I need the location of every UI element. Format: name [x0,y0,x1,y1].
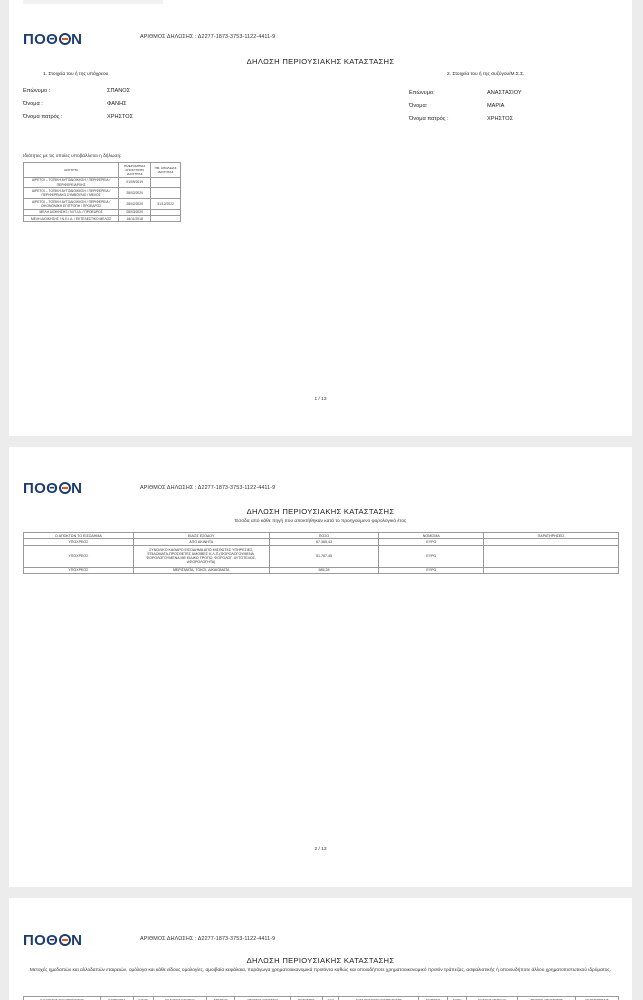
table-cell: ΕΥΡΩ [379,567,484,573]
income-table [23,532,619,574]
declaration-number: ΑΡΙΘΜΟΣ ΔΗΛΩΣΗΣ : Δ2277-1873-3753-1122-4411-9 [140,34,276,40]
table-row [24,177,181,188]
column-header: Ο ΑΠΟΚΤΩΝ ΤΟ ΕΙΣΟΔΗΜΑ [24,533,134,539]
field-label: Επώνυμο : [23,88,51,94]
field-value: ΜΑΡΙΑ [487,103,505,109]
table-header-row [24,997,619,1000]
table-cell: ΜΕΛΗ ΔΙΟΙΚΗΣΗΣ / Ν.Π.Ι.Δ. / ΕΚΤΕΛΕΣΤΙΚΟ ΜΕΛΟΣ [24,215,119,221]
table-cell: 28/02/2020 [119,198,151,209]
table-row [24,198,181,209]
table-cell: ΥΠΟΧΡΕΟΣ [24,545,134,567]
table-cell: ΑΠΟ ΑΚΙΝΗΤΑ [133,539,269,545]
page-number: 2 / 13 [314,847,327,852]
declaration-number: ΑΡΙΘΜΟΣ ΔΗΛΩΣΗΣ : Δ2277-1873-3753-1122-4411-9 [140,485,276,491]
column-header: ΠΑΡΑΤΗΡΗΣΕΙΣ [576,997,619,1000]
field-label: Όνομα: [409,103,428,109]
document-page-2 [9,447,632,887]
field-value: ΑΝΑΣΤΑΣΙΟΥ [487,90,522,96]
properties-table [23,162,181,222]
table-header-row [24,163,181,178]
column-header: Ο ΚΑΤΟΧΟΣ ΤΟΥ ΠΡΟΪΟΝΤΟΣ [24,997,101,1000]
table-cell: ΑΙΡΕΤΟΙ – ΤΟΠΙΚΗ ΑΥΤΟΔΙΟΙΚΗΣΗ / ΠΕΡΙΦΕΡΕΙΑ / ΠΕΡΙΦΕΡΕΙΑΡΧΗΣ [24,177,119,188]
table-cell [151,215,181,221]
pothen-logo: ΠΟΘ Ν [23,480,83,497]
table-cell: 585,28 [269,567,379,573]
table-row [24,215,181,221]
table-cell: 51.787,45 [269,545,379,567]
field-value: ΧΡΗΣΤΟΣ [487,116,514,122]
field-value: ΣΠΑΝΟΣ [107,88,131,94]
table-cell: 08/03/2020 [119,209,151,215]
field-label: Όνομα : [23,101,43,107]
column-header: ΝΟΜΙΣΜΑ [379,533,484,539]
table-cell: ΣΥΝΟΛΙΚΟ ΚΑΘΑΡΟ ΕΙΣΟΔΗΜΑ ΑΠΟ ΜΙΣΘΩΤΕΣ ΥΠΗΡΕΣΙΕΣ, ΕΠΙΔΟΜΑΤΑ,ΠΡΟΣΘΕΤΕΣ ΑΜΟΙΒΕΣ Κ.Λ.Π.(ΦΟΡΟΛΟΓΟΥΜΕΝΑ, ΦΟΡΟΛΟΓΟΥΜΕΝΑ ΜΕ ΕΙΔΙΚΟ ΤΡΟΠΟ, ΦΟΡΟΛΟΓ. ΑΥΤΟΤΕΛΩΣ, ΑΦΟΡΟΛΟΓΗΤΑ) [133,545,269,567]
section-subtitle: Έσοδα από κάθε πηγή που αποκτήθηκαν κατά το προηγούμενο φορολογικό έτος [234,519,407,524]
field-label: Όνομα πατρός : [409,116,449,122]
pothen-logo: ΠΟΘ Ν [23,932,83,949]
table-cell [151,177,181,188]
field-value: ΧΡΗΣΤΟΣ [107,114,134,120]
table-row [24,188,181,199]
column-header: ΗΜ. ΑΠΩΛΕΙΑΣ ΙΔΙΟΤΗΤΑΣ [151,163,181,178]
column-header: ΝΟΜΙΣΜΑ [419,997,448,1000]
document-page-1 [9,0,632,436]
table-cell: 67.365,43 [269,539,379,545]
column-header: ΤΡΑΠΕΖΑ [207,997,235,1000]
table-cell: ΑΙΡΕΤΟΙ – ΤΟΠΙΚΗ ΑΥΤΟΔΙΟΙΚΗΣΗ / ΠΕΡΙΦΕΡΕΙΑ / ΠΕΡΙΦΕΡΕΙΑΚΟ ΣΥΜΒΟΥΛΙΟ / ΜΕΛΟΣ [24,188,119,199]
table-cell: 28/02/2020 [119,188,151,199]
page-number: 1 / 13 [314,397,327,402]
table-row [24,567,619,573]
page-top-strip [23,0,163,4]
table-cell [484,545,619,567]
table-cell: 16/11/2018 [119,215,151,221]
column-header: ΗΜΕΡΟΜΗΝΙΑ ΑΠΟΚΤΗΣΗΣ ΙΔΙΟΤΗΤΑΣ [119,163,151,178]
field-value: ΦΑΝΗΣ [107,101,127,107]
table-cell: ΥΠΟΧΡΕΟΣ [24,567,134,573]
column-header: ΕΥΡΩ [448,997,467,1000]
field-label: Όνομα πατρός : [23,114,63,120]
table-cell: ΕΥΡΩ [379,539,484,545]
column-header: ΕΚΔΟΤΡΙΑ ΕΤΑΙΡΕΙΑ [153,997,207,1000]
column-header: ΕΙΔΟΣ ΕΣΟΔΟΥ [133,533,269,539]
document-page-3 [9,898,632,1000]
pothen-logo: ΠΟΘ Ν [23,31,83,48]
field-label: Επώνυμο: [409,90,435,96]
properties-label: Ιδιότητες με τις οποίες υποβάλλεται η δήλωση: [23,154,122,159]
column-header: ΚΑΤΗΓΟΡΙΑ [100,997,133,1000]
table-cell: 31/12/2022 [151,198,181,209]
table-cell [151,188,181,199]
table-cell [484,567,619,573]
column-header: ΚΩΔΙΚΟΣ ΜΕΡΙΔΑΣ [467,997,518,1000]
spouse-heading: 2. Στοιχεία του ή της συζύγου/Μ.Σ.Σ. [447,72,525,77]
table-cell: ΕΥΡΩ [379,545,484,567]
column-header: ΕΙΔΟΣ [133,997,153,1000]
document-title: ΔΗΛΩΣΗ ΠΕΡΙΟΥΣΙΑΚΗΣ ΚΑΤΑΣΤΑΣΗΣ [246,507,395,516]
document-title: ΔΗΛΩΣΗ ΠΕΡΙΟΥΣΙΑΚΗΣ ΚΑΤΑΣΤΑΣΗΣ [246,57,395,66]
column-header: ΠΟΣΟΤΗΤΑ [290,997,322,1000]
table-cell: ΜΕΡΙΣΜΑΤΑ, ΤΟΚΟΙ, ΔΙΚΑΙΩΜΑΤΑ [133,567,269,573]
column-header: ΑΡΙΘΜΟΣ ΛΟΓ/ΣΜΟΥ [235,997,290,1000]
table-cell: ΜΕΛΗ ΔΙΟΙΚΗΣΗΣ / Ν.Π.Ι.Δ. / ΠΡΟΕΔΡΟΣ [24,209,119,215]
declaration-number: ΑΡΙΘΜΟΣ ΔΗΛΩΣΗΣ : Δ2277-1873-3753-1122-4411-9 [140,936,276,942]
document-title: ΔΗΛΩΣΗ ΠΕΡΙΟΥΣΙΑΚΗΣ ΚΑΤΑΣΤΑΣΗΣ [246,956,395,965]
column-header: ΤΡΟΠΟΣ ΑΠΟΚΤΗΣΗΣ [517,997,575,1000]
section-subtitle: Μετοχές ημεδαπών και αλλοδαπών εταιρειών, ομόλογα και κάθε είδους ομολογίες, αμοιβαία κεφάλαια, παράγωγα χρηματοοικονομικά προϊόντα καθώς και οποιοδήποτε χρηματοοικονομικό προϊόν τράπεζας, ασφαλιστικής ή οποιουδήποτε άλλου χρηματοπιστωτικού ιδρύματος. [29,968,612,973]
column-header: ΚΑΤΑ ΠΟΣΟΣΤΟ ΣΥΜΜΕΤΟΧΗΣ [339,997,419,1000]
financial-products-table [23,996,619,1000]
column-header: ΑΞΙΑ [323,997,339,1000]
column-header: ΙΔΙΟΤΗΤΑ [24,163,119,178]
table-cell: 01/09/2019 [119,177,151,188]
table-row [24,545,619,567]
column-header: ΠΑΡΑΤΗΡΗΣΕΙΣ [484,533,619,539]
table-cell: ΑΙΡΕΤΟΙ – ΤΟΠΙΚΗ ΑΥΤΟΔΙΟΙΚΗΣΗ / ΠΕΡΙΦΕΡΕΙΑ / ΟΙΚΟΝΟΜΙΚΗ ΕΠΙΤΡΟΠΗ / ΠΡΟΕΔΡΟΣ [24,198,119,209]
obligor-heading: 1. Στοιχεία του ή της υπόχρεου [43,72,109,77]
column-header: ΠΟΣΟ [269,533,379,539]
table-cell: ΥΠΟΧΡΕΟΣ [24,539,134,545]
